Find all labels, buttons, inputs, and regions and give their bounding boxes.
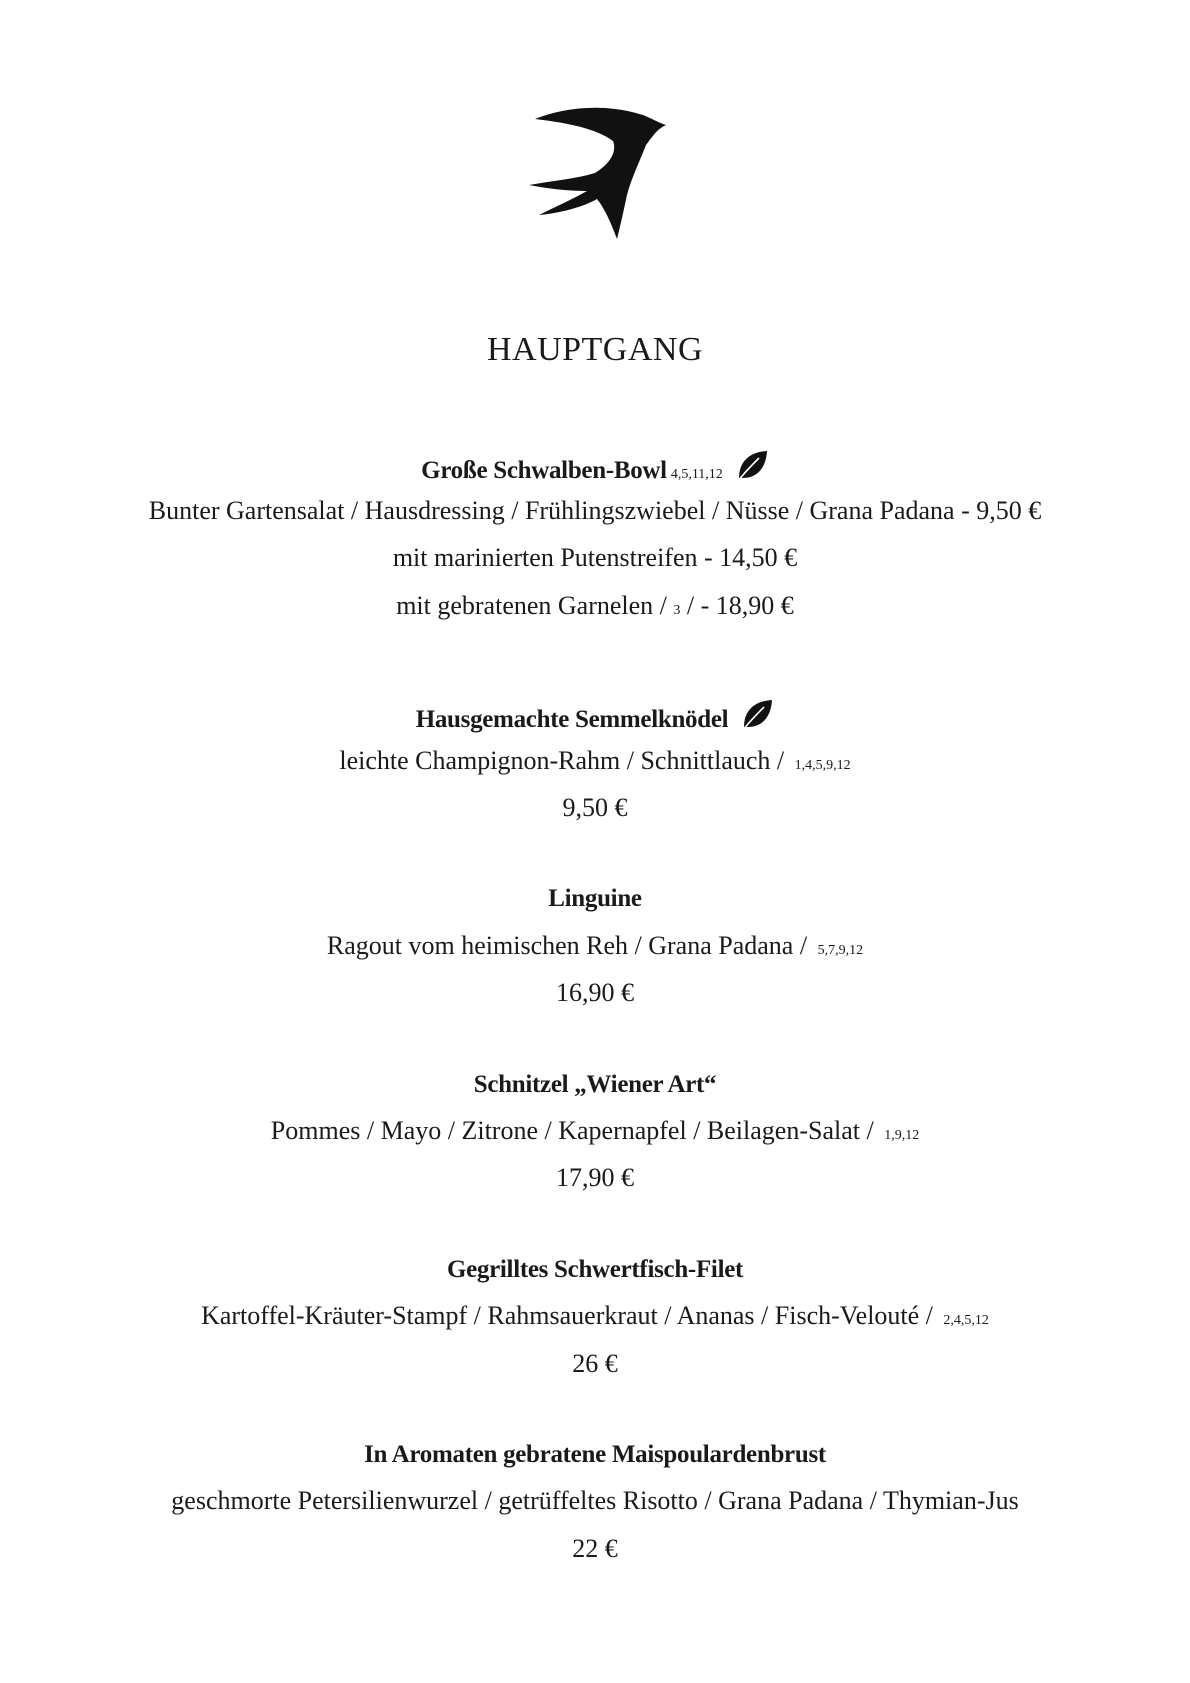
dish-price: 9,50 €	[562, 793, 628, 822]
dish-title-row	[0, 1068, 1190, 1101]
allergen-codes: 1,4,5,9,12	[794, 758, 851, 773]
leaf-icon	[740, 697, 774, 731]
page-title: HAUPTGANG	[486, 331, 704, 368]
dish-title-row	[0, 882, 1190, 915]
dish-description: Pommes / Mayo / Zitrone / Kapernapfel / Beilagen-Salat /	[270, 1116, 874, 1145]
option-price: / - 18,90 €	[680, 591, 794, 620]
dish-price: 17,90 €	[556, 1163, 634, 1192]
dish-name: Schnitzel „Wiener Art“	[473, 1071, 717, 1098]
dish-description: leichte Champignon-Rahm / Schnittlauch /	[339, 746, 785, 775]
dish-description: Bunter Gartensalat / Hausdressing / Frühlingszwiebel / Nüsse / Grana Padana - 9,50 €	[148, 496, 1042, 525]
dish-title-row	[0, 448, 1190, 491]
allergen-codes: 2,4,5,12	[943, 1313, 989, 1328]
dish-description: geschmorte Petersilienwurzel / getrüffeltes Risotto / Grana Padana / Thymian-Jus	[171, 1486, 1019, 1515]
dish-price: 16,90 €	[556, 978, 634, 1007]
dish-description: Kartoffel-Kräuter-Stampf / Rahmsauerkraut / Ananas / Fisch-Velouté /	[201, 1301, 933, 1330]
leaf-icon	[735, 448, 769, 482]
dish-price: 22 €	[572, 1534, 618, 1563]
dish-name: Linguine	[548, 885, 642, 912]
dish-price: 26 €	[572, 1349, 618, 1378]
dish-description-row	[0, 1115, 1190, 1152]
dish-description-row	[0, 1300, 1190, 1337]
dish-name: Hausgemachte Semmelknödel	[415, 706, 729, 733]
dish-name: Gegrilltes Schwertfisch-Filet	[446, 1256, 744, 1283]
dish-title-row	[0, 1438, 1190, 1471]
dish-title-row	[0, 697, 1190, 736]
option-text: mit gebratenen Garnelen /	[396, 591, 674, 620]
allergen-codes: 4,5,11,12	[670, 467, 723, 482]
dish-title-row	[0, 1253, 1190, 1286]
dish-name: In Aromaten gebratene Maispoulardenbrust	[364, 1441, 826, 1468]
dish-option	[0, 590, 1190, 627]
allergen-codes: 3	[673, 603, 681, 618]
allergen-codes: 1,9,12	[884, 1128, 920, 1143]
dish-description-row	[0, 745, 1190, 782]
swallow-logo-icon	[525, 105, 675, 245]
allergen-codes: 5,7,9,12	[817, 943, 864, 958]
dish-name: Große Schwalben-Bowl	[421, 457, 667, 484]
dish-description-row	[0, 930, 1190, 967]
dish-description: Ragout vom heimischen Reh / Grana Padana /	[326, 931, 808, 960]
dish-option: mit marinierten Putenstreifen - 14,50 €	[392, 543, 798, 572]
